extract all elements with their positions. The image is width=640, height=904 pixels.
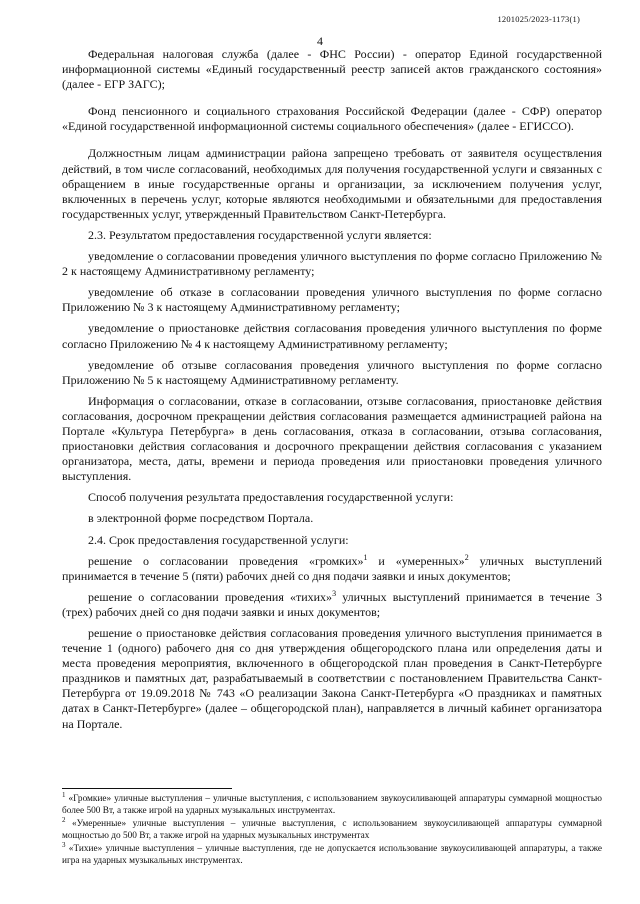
- footnote-1: [62, 790, 602, 817]
- paragraph-prohibition: Должностным лицам администрации района запрещено требовать от заявителя осуществления действий, в том числе согласований, необходимых для получения государственной услуги и связанных с обращением в иные государственные органы и организации, за исключением получения услуг, включенных в перечень услуг, которые являются необходимыми и обязательными для предоставления государственных услуг, утвержденный Правительством Санкт-Петербурга.: [62, 146, 602, 221]
- term-loud-text-2: и «умеренных»: [367, 553, 465, 568]
- term-quiet-text-1: решение о согласовании проведения «тихих»: [88, 589, 333, 604]
- footnote-ref-3: 3: [332, 588, 337, 598]
- document-body: [62, 47, 602, 738]
- footnote-mark: 3: [62, 840, 66, 849]
- paragraph-information: Информация о согласовании, отказе в согласовании, отзыве согласования, приостановке действия согласования, досрочном прекращении действия согласования размещается администрацией района на Портале «Культура Петербурга» в день согласования, отказа в согласовании, отзыва согласования, приостановки действия согласования и досрочного прекращении действия согласования с указанием организатора, места, даты, времени и периода проведения или приостановки проведения уличного выступления.: [62, 393, 602, 484]
- term-suspension: решение о приостановке действия согласования проведения уличного выступления принимается в течение 1 (одного) рабочего дня со дня утверждения общегородского плана или определения даты и места проведения мероприятия, включенного в общегородской план проведения в Санкт-Петербурге праздников и памятных дат, разрабатываемый в соответствии с постановлением Правительства Санкт-Петербурга от 19.09.2018 № 743 «О реализации Закона Санкт-Петербурга «О праздниках и памятных датах в Санкт-Петербурге» (далее – общегородской план), направляется в личный кабинет организатора на Портале.: [62, 626, 602, 731]
- term-quiet: [62, 590, 602, 620]
- footnote-ref-1: 1: [363, 552, 368, 562]
- footnote-3: [62, 840, 602, 867]
- paragraph-fns: Федеральная налоговая служба (далее - ФНС России) - оператор Единой государственной информационной системы «Единый государственный реестр записей актов гражданского состояния» (далее - ЕГР ЗАГС);: [62, 47, 602, 92]
- term-quiet-text-2: уличных выступлений принимается в течение 3 (трех) рабочих дней со дня подачи заявки и иных документов;: [62, 589, 602, 619]
- footnote-text: «Тихие» уличные выступления – уличные выступления, где не допускается использование звукоусиливающей аппаратуры, а также игра на ударных музыкальных инструментах.: [62, 844, 602, 866]
- footnote-2: [62, 815, 602, 842]
- term-loud-moderate: [62, 554, 602, 584]
- term-loud-text-3: уличных выступлений принимается в течение 5 (пяти) рабочих дней со дня подачи заявки и иных документов;: [62, 553, 602, 583]
- footnote-text: «Умеренные» уличные выступления – уличные выступления, с использованием звукоусиливающей аппаратуры суммарной мощностью до 500 Вт, а также игрой на ударных музыкальных инструментах: [62, 819, 602, 841]
- document-number: 1201025/2023-1173(1): [497, 14, 580, 24]
- result-item-suspension: уведомление о приостановке действия согласования проведения уличного выступления по форме согласно Приложению № 4 к настоящему Административному регламенту;: [62, 321, 602, 351]
- footnote-mark: 1: [62, 790, 66, 799]
- footnotes: [62, 788, 602, 868]
- result-item-refusal: уведомление об отказе в согласовании проведения уличного выступления по форме согласно Приложению № 3 к настоящему Административному регламенту;: [62, 285, 602, 315]
- paragraph-method: в электронной форме посредством Портала.: [88, 511, 314, 526]
- page-number: 4: [317, 34, 323, 48]
- footnote-mark: 2: [62, 815, 66, 824]
- footnote-ref-2: 2: [464, 552, 469, 562]
- footnote-text: «Громкие» уличные выступления – уличные выступления, с использованием звукоусиливающей аппаратуры суммарной мощностью более 500 Вт, а также игрой на ударных музыкальных инструментах.: [62, 794, 602, 816]
- result-item-revocation: уведомление об отзыве согласования проведения уличного выступления по форме согласно Приложению № 5 к настоящему Административному регламенту.: [62, 357, 602, 387]
- footnote-divider: [62, 788, 232, 789]
- term-loud-text-1: решение о согласовании проведения «громких»: [88, 553, 364, 568]
- section-2-3-heading: 2.3. Результатом предоставления государственной услуги является:: [88, 227, 432, 242]
- paragraph-method-heading: Способ получения результата предоставления государственной услуги:: [88, 490, 454, 505]
- paragraph-sfr: Фонд пенсионного и социального страхования Российской Федерации (далее - СФР) оператор «Единой государственной информационной системы социального обеспечения» (далее - ЕГИССО).: [62, 104, 602, 134]
- result-item-approval: уведомление о согласовании проведения уличного выступления по форме согласно Приложению № 2 к настоящему Административному регламенту;: [62, 249, 602, 279]
- section-2-4-heading: 2.4. Срок предоставления государственной услуги:: [88, 532, 349, 547]
